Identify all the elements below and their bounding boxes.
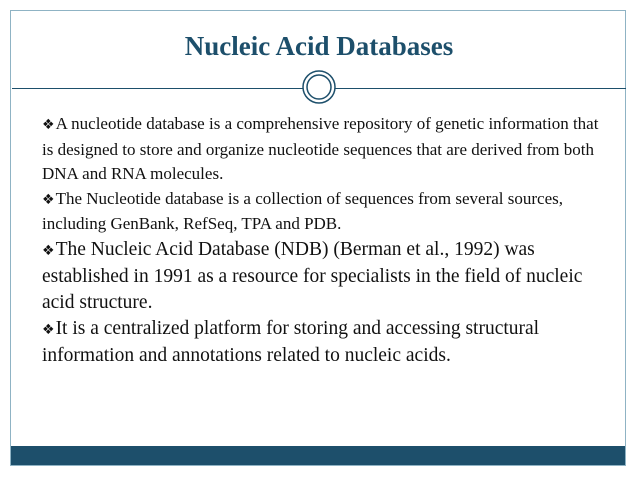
slide-title: Nucleic Acid Databases: [184, 31, 454, 61]
footer-bar: [11, 446, 625, 465]
diamond-bullet-icon: ❖: [42, 191, 55, 208]
diamond-bullet-icon: ❖: [42, 242, 55, 259]
circle-ornament-icon: [302, 70, 336, 104]
paragraph-text: It is a centralized platform for storing and accessing structural information and annotations related to nucleic acids.: [42, 317, 540, 366]
paragraph-text: The Nucleic Acid Database (NDB) (Berman et al., 1992) was established in 1991 as a resource for specialists in the field of nucleic acid structure.: [42, 238, 583, 313]
slide-body: [42, 112, 602, 369]
bullet-paragraph: [42, 112, 602, 187]
diamond-bullet-icon: ❖: [42, 117, 55, 133]
bullet-paragraph: [42, 237, 602, 316]
bullet-paragraph: [42, 316, 602, 369]
diamond-bullet-icon: ❖: [42, 321, 55, 338]
paragraph-text: A nucleotide database is a comprehensive repository of genetic information that is designed to store and organize nucleotide sequences that are derived from both DNA and RNA molecules.: [42, 114, 599, 183]
bullet-paragraph: [42, 187, 602, 237]
paragraph-text: The Nucleotide database is a collection of sequences from several sources, including GenBank, RefSeq, TPA and PDB.: [42, 188, 563, 233]
